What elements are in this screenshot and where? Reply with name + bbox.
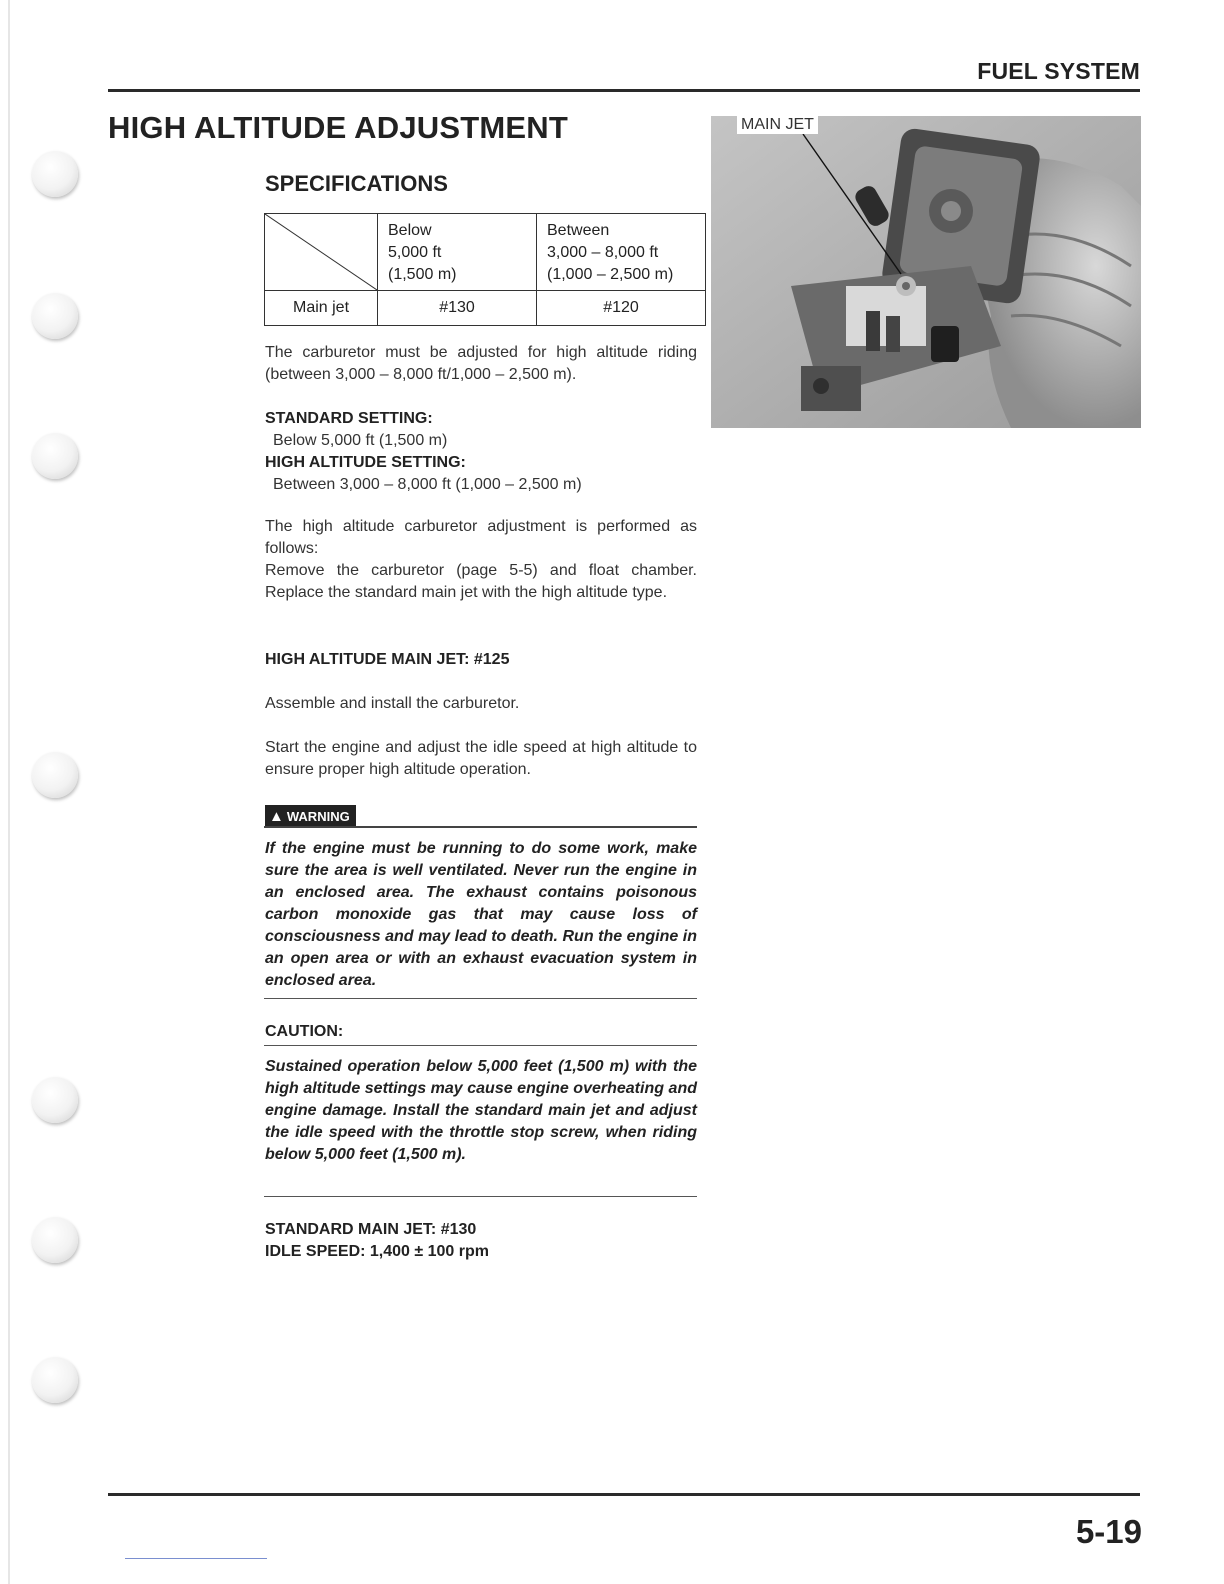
- main-jet-callout: MAIN JET: [737, 116, 818, 134]
- procedure-paragraph: [265, 516, 697, 604]
- high-altitude-main-jet: HIGH ALTITUDE MAIN JET: #125: [265, 651, 510, 668]
- table-row: [265, 291, 706, 326]
- binder-hole: [32, 1217, 78, 1263]
- procedure-intro: The high altitude carburetor adjustment is performed as follows:: [265, 518, 697, 557]
- binder-hole: [32, 752, 78, 798]
- column-header-line: (1,000 – 2,500 m): [547, 266, 674, 283]
- intro-paragraph: The carburetor must be adjusted for high altitude riding (between 3,000 – 8,000 ft/1,000 – 2,500 m).: [265, 344, 697, 383]
- binder-hole: [32, 433, 78, 479]
- idle-speed: IDLE SPEED: 1,400 ± 100 rpm: [265, 1243, 489, 1260]
- section-title: FUEL SYSTEM: [977, 58, 1140, 84]
- column-header-line: Between: [547, 222, 610, 239]
- warning-rule: [264, 826, 697, 828]
- footer-link-line: [125, 1558, 267, 1559]
- binder-hole: [32, 1357, 78, 1403]
- page-edge: [8, 0, 10, 1584]
- table-cell: #130: [378, 291, 537, 326]
- warning-triangle-icon: ▲: [269, 807, 284, 825]
- procedure-steps: Remove the carburetor (page 5-5) and float chamber. Replace the standard main jet with the high altitude type.: [265, 562, 697, 601]
- warning-badge-label: WARNING: [286, 808, 350, 824]
- column-header-between: [537, 214, 706, 291]
- column-header-line: Below: [388, 222, 432, 239]
- settings-block: [265, 408, 697, 496]
- final-specs: [265, 1219, 697, 1263]
- specifications-heading: SPECIFICATIONS: [265, 171, 448, 196]
- high-altitude-setting-value: Between 3,000 – 8,000 ft (1,000 – 2,500 m): [273, 476, 582, 493]
- carburetor-illustration: [711, 116, 1141, 428]
- warning-badge: [265, 805, 356, 827]
- specifications-table: [264, 213, 706, 326]
- binder-hole: [32, 151, 78, 197]
- carburetor-photo: [711, 116, 1141, 428]
- page-title: HIGH ALTITUDE ADJUSTMENT: [108, 110, 569, 145]
- column-header-line: 5,000 ft: [388, 244, 442, 261]
- page-number: 5-19: [1075, 1513, 1142, 1550]
- warning-text: If the engine must be running to do some work, make sure the area is well ventilated. Never run the engine in an enclosed area. The exhaust contains poisonous carbon monoxide gas that may cause loss of consciousness and may lead to death. Run the engine in an open area or with an exhaust evacuation system in enclosed area.: [265, 840, 697, 989]
- footer-rule: [108, 1493, 1140, 1496]
- column-header-line: (1,500 m): [388, 266, 457, 283]
- standard-main-jet: STANDARD MAIN JET: #130: [265, 1221, 477, 1238]
- binder-hole: [32, 293, 78, 339]
- caution-text: Sustained operation below 5,000 feet (1,500 m) with the high altitude settings may cause engine overheating and engine damage. Install the standard main jet and adjust the idle speed with the throttle stop screw, when riding below 5,000 feet (1,500 m).: [265, 1058, 697, 1163]
- row-label: Main jet: [265, 291, 378, 326]
- warning-bottom-rule: [264, 998, 697, 999]
- caution-bottom-rule: [264, 1196, 697, 1197]
- high-altitude-setting-label: HIGH ALTITUDE SETTING:: [265, 454, 466, 471]
- caution-top-rule: [264, 1045, 697, 1046]
- table-header-row: [265, 214, 706, 291]
- header-rule: [108, 89, 1140, 92]
- caution-label: CAUTION:: [265, 1023, 344, 1040]
- table-cell: #120: [537, 291, 706, 326]
- standard-setting-label: STANDARD SETTING:: [265, 410, 433, 427]
- diagonal-line: [265, 214, 377, 290]
- assemble-paragraph: Assemble and install the carburetor.: [265, 695, 520, 712]
- column-header-line: 3,000 – 8,000 ft: [547, 244, 659, 261]
- binder-hole: [32, 1077, 78, 1123]
- column-header-below: [378, 214, 537, 291]
- standard-setting-value: Below 5,000 ft (1,500 m): [273, 432, 448, 449]
- diagonal-cell: [265, 214, 378, 291]
- start-engine-paragraph: Start the engine and adjust the idle speed at high altitude to ensure proper high altitude operation.: [265, 739, 697, 778]
